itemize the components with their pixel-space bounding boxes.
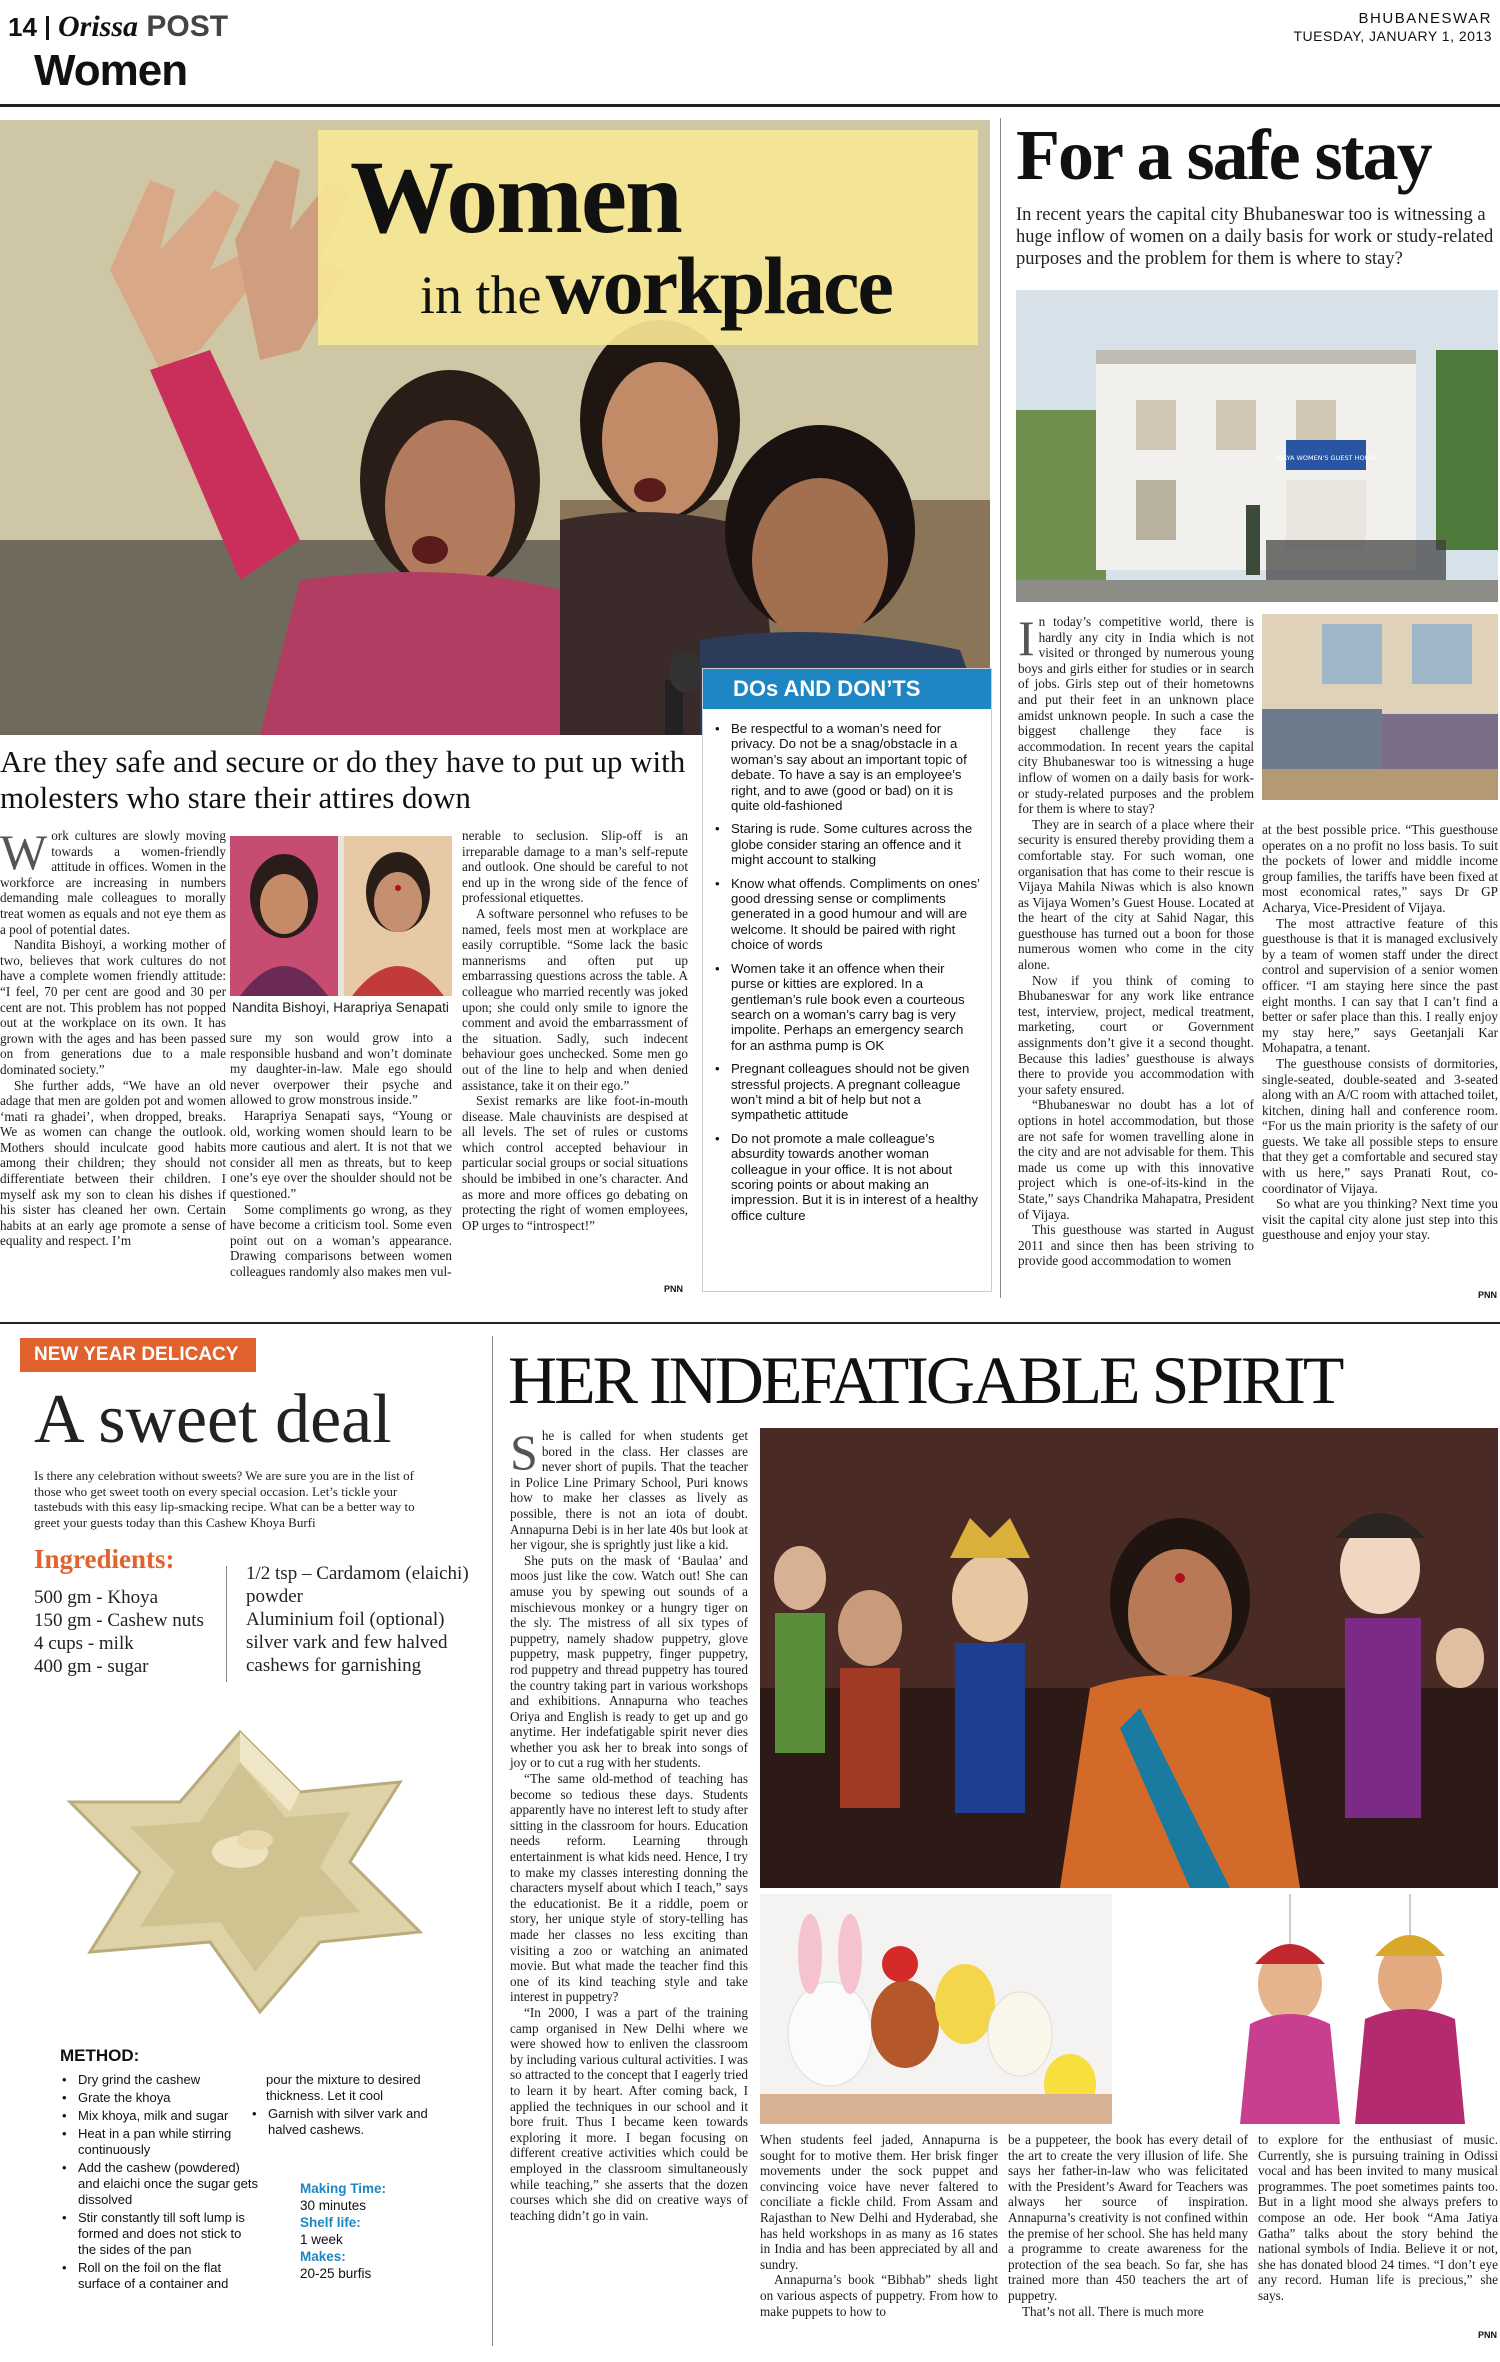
paragraph: They are in search of a place where their security is ensured thereby providing them a comfortable stay. For such woman, one organisation that has come to their rescue is Vijaya Mahila Niwas which is also known as Vijaya Women’s Guest House. Located at the heart of the city at Sahid Nagar, this guesthouse has turned out a boon for those numerous women who come in the city alone. xyxy=(1018,816,1254,973)
method-step: • Roll on the foil on the flat surface of a container and xyxy=(60,2260,260,2292)
paragraph: sure my son would grow into a responsible husband and won’t dominate my daughter-in-law. Male ego should never overpower their psyche and allowed to grow monstrous inside.” xyxy=(230,1030,452,1108)
paragraph: to explore for the enthusiast of music. Currently, she is pursuing training in Odissi vocal and has been invited to many musical programmes. The poet sometimes paints too. But in a light mood she always prefers to compose an ode. Her book “Ama Jatiya Gatha” talks about the story behind the national symbols of India. Believe it or not, she has donated blood 24 times. “I don’t eye any record. Human life is precious,” she says. xyxy=(1258,2132,1498,2303)
city: BHUBANESWAR xyxy=(1358,10,1492,27)
puppets-illustration xyxy=(760,1428,1498,1888)
bottom-section-rule xyxy=(0,1322,1500,1324)
paragraph: “Bhubaneswar no doubt has a lot of options in hotel accommodation, but those are not safe for women travelling alone in the city and are not advisable for them. This made us come up with this innovative project which is one-of-its-kind in the State,” says Chandrika Mahapatra, President of Vijaya. xyxy=(1018,1097,1254,1222)
guesthouse-sign-text: VIJAYA WOMEN'S GUEST HOUSE xyxy=(1274,454,1378,462)
spirit-col2 xyxy=(760,2132,998,2319)
sweet-kicker: NEW YEAR DELICACY xyxy=(20,1338,256,1372)
makes-value: 20-25 burfis xyxy=(300,2266,372,2281)
ingredients-left xyxy=(34,1586,234,1678)
making-time-label: Making Time: xyxy=(300,2181,387,2196)
burfi-illustration xyxy=(30,1722,450,2020)
column-rule xyxy=(1000,118,1001,1298)
safe-credit: PNN xyxy=(1478,1290,1498,1300)
paragraph: Work cultures are slowly moving towards a women-friendly attitude in offices. Women in the workforce are increasing in numbers demanding male colleagues to morally treat women as equals and not eye them as a pool of potential dates. xyxy=(0,824,226,937)
guesthouse-photo xyxy=(1016,290,1498,602)
lead-col2 xyxy=(230,1030,452,1280)
ingredient: Aluminium foil (optional) silver vark and few halved cashews for garnishing xyxy=(246,1609,448,1676)
lead-credit: PNN xyxy=(664,1284,684,1294)
dos-box xyxy=(702,668,992,1292)
dos-item: • Be respectful to a woman’s need for privacy. Do not be a snag/obstacle in a woman’s say about an important topic of debate. To have a say is an employee’s right, and to awe (good or bad) on it is quite old-fashioned xyxy=(711,721,981,813)
recipe-facts xyxy=(300,2180,386,2282)
lead-col1 xyxy=(0,824,226,1249)
ingredient: 400 gm - sugar xyxy=(34,1656,149,1677)
lead-headline-line2 xyxy=(330,240,980,349)
making-time-value: 30 minutes xyxy=(300,2198,367,2213)
method-left xyxy=(60,2072,260,2294)
lead-headline-line1: Women xyxy=(350,140,681,255)
portraits-caption: Nandita Bishoyi, Harapriya Senapati xyxy=(232,1000,449,1015)
paragraph: She puts on the mask of ‘Baulaa’ and moos just like the cow. Watch out! She can amuse you by spewing out sounds of a mischievous monkey or a hungry tiger on the sly. The mistress of all six types of puppetry, namely shadow puppetry, glove puppetry, mask puppetry, finger puppetry, rod puppetry and thread puppetry has toured the country taking part in various workshops and exhibitions. Annapurna who teaches Oriya and English is ready to get up and go anytime. Her indefatigable spirit never dies whether you ask her to break into songs of joy or to cut a rug with her students. xyxy=(510,1552,748,1771)
finger-puppets-photo xyxy=(760,1894,1112,2124)
brand-italic: Orissa xyxy=(58,10,139,43)
spirit-col4 xyxy=(1258,2132,1498,2304)
method-step: • Stir constantly till soft lump is formed and does not stick to the sides of the pan xyxy=(60,2210,260,2258)
dos-item: • Know what offends. Compliments on ones’ good dressing sense or compliments generated in a good humour and will are welcome. It should be paired with right choice of words xyxy=(711,876,981,953)
lead-headline-small: in the xyxy=(420,265,542,325)
paragraph: She further adds, “We have an old adage that men are golden pot and women ‘mati ra ghadei’, when dropped, breaks. We as women can change the outlook. Mothers should inculcate good habits among their children; they should not differentiate between their children. I myself ask my son to clean his dishes if his sister has cleaned her own. Certain habits at an early age promote a sense of equality and respect. I’m xyxy=(0,1077,226,1249)
safe-col1 xyxy=(1018,610,1254,1269)
spirit-col1 xyxy=(510,1424,748,2223)
paragraph: In today’s competitive world, there is hardly any city in India which is not visited or thronged by numerous young boys and girls either for studies or in search of jobs. Girls step out of their hometowns and put their feet in an unknown place amidst unknown people. In such a case the biggest challenge they face is accommodation. In recent years the capital city Bhubaneswar too is witnessing a huge inflow of women on a daily basis for work- or study-related purposes and the problem for them is where to stay? xyxy=(1018,610,1254,817)
paragraph: A software personnel who refuses to be named, feels most men at workplace are easily corruptible. “Some lack the basic mannerisms and often put up embarrassing questions across the table. A colleague who married recently was joked upon; she could only smile to ignore the comment and avoid the embarrassment of the situation. Sadly, such indecent behaviour goes unchecked. Some men go out of the line to help and when denied assistance, take it on their ego.” xyxy=(462,905,688,1093)
page-number: 14 xyxy=(8,12,37,42)
method-step: • Add the cashew (powdered) and elaichi once the sugar gets dissolved xyxy=(60,2160,260,2208)
bottom-column-rule xyxy=(492,1336,493,2346)
spirit-col3 xyxy=(1008,2132,1248,2319)
method-right xyxy=(250,2106,460,2140)
shelf-life-value: 1 week xyxy=(300,2232,343,2247)
dos-item: • Pregnant colleagues should not be given stressful projects. A pregnant colleague won’t mind a bit of help but not a sympathetic attitude xyxy=(711,1061,981,1123)
paragraph: When students feel jaded, Annapurna is sought for to motive them. Her brisk finger movements under the sock puppet and convincing voice have never faltered to conciliate a fickle child. From Assam and Rajasthan to New Delhi and Hyderabad, she has held workshops in as many as 16 states in India and has been appreciated by all and sundry. xyxy=(760,2132,998,2272)
paragraph: Sexist remarks are like foot-in-mouth disease. Male chauvinists are despised at all levels. The set of rules or customs which control accepted behaviour in particular social groups or social situations should be imbibed in one’s character. And as more and more offices go debating on protecting the right of women employees, OP urges to “introspect!” xyxy=(462,1093,688,1233)
paragraph: So what are you thinking? Next time you visit the capital city alone just step into this guesthouse and enjoy your stay. xyxy=(1262,1196,1498,1243)
method-step: • Heat in a pan while stirring continuously xyxy=(60,2126,260,2158)
paragraph: That’s not all. There is much more xyxy=(1022,2303,1204,2319)
masthead-divider xyxy=(46,16,49,40)
paragraph: Some compliments go wrong, as they have become a criticism tool. Some even point out on a woman’s appearance. Drawing comparisons between women colleagues randomly also makes men vul- xyxy=(230,1201,452,1279)
spirit-credit: PNN xyxy=(1478,2330,1498,2340)
dos-title: DOs AND DON’TS xyxy=(703,669,991,709)
dos-list xyxy=(703,709,991,1223)
safe-col2 xyxy=(1262,822,1498,1243)
spirit-headline: HER INDEFATIGABLE SPIRIT xyxy=(508,1342,1342,1418)
method-step: • Dry grind the cashew xyxy=(60,2072,260,2088)
section-name: Women xyxy=(34,46,188,95)
paragraph: Annapurna’s book “Bibhab” sheds light on various aspects of puppetry. From how to make puppets to how to xyxy=(760,2272,998,2319)
paragraph: She is called for when students get bored in the class. Her classes are never short of pupils. That the teacher in Police Line Primary School, Puri knows how to make her classes as lively as possible, there is not an iota of doubt. Annapurna Debi is in her late 40s but look at her vigour, she is sprightly just like a kid. xyxy=(510,1424,748,1553)
ingredients-right xyxy=(246,1562,478,1677)
masthead xyxy=(0,0,1500,100)
dos-item: • Women take it an offence when their purse or kitties are explored. In a gentleman’s rule book even a courteous search on a woman’s carry bag is very impolite. Perhaps an emergency search for an asthma pump is OK xyxy=(711,961,981,1053)
burfi-photo xyxy=(30,1722,450,2020)
safe-deck: In recent years the capital city Bhubaneswar too is witnessing a huge inflow of women on a daily basis for work or study-related purposes and the problem for them is where to stay? xyxy=(1016,205,1494,269)
paragraph: The guesthouse consists of dormitories, single-seated, double-seated and 3-seated along with an A/C room with attached toilet, kitchen, dining hall and conference room. “For us the main priority is the safety of our guests. We take all possible steps to ensure that they get a comfortable and secured stay with us here,” says Pranati Rout, co-coordinator of Vijaya. xyxy=(1262,1055,1498,1196)
dormitory-photo xyxy=(1262,614,1498,800)
dormitory-illustration xyxy=(1262,614,1498,800)
portraits-illustration xyxy=(230,836,452,996)
brand-bold: POST xyxy=(146,10,229,43)
method-title: METHOD: xyxy=(60,2046,140,2065)
paragraph: Nandita Bishoyi, a working mother of two, believes that work cultures do not have a complete women friendly attitude: “I feel, 70 per cent are good and 30 per cent are not. This problem has not popped out at the workplace on its own. It has grown with the ages and has been passed on from generations due to a male dominated society.” xyxy=(0,937,226,1077)
paragraph: Now if you think of coming to Bhubaneswar for any work like entrance test, interview, project, medical treatment, marketing, court or Government assignments don’t give it a second thought. Because this ladies’ guesthouse is always there to provide you accommodation with your safety ensured. xyxy=(1018,972,1254,1097)
method-step: • Mix khoya, milk and sugar xyxy=(60,2108,260,2124)
rajasthani-puppets-illustration xyxy=(1200,1894,1498,2124)
paragraph: This guesthouse was started in August 2011 and since then has been striving to provide good accommodation to women xyxy=(1018,1222,1254,1269)
ingredient: 500 gm - Khoya xyxy=(34,1587,159,1608)
ingredient: 1/2 tsp – Cardamom (elaichi) powder xyxy=(246,1563,469,1607)
dos-item: • Do not promote a male colleague’s absurdity towards another woman colleague in your office. It is not about scoring points or about making an impression. But it is in interest of a healthy office culture xyxy=(711,1131,981,1223)
puppets-photo xyxy=(760,1428,1498,1888)
method-continuation: pour the mixture to desired thickness. Let it cool xyxy=(266,2072,421,2103)
lead-headline xyxy=(330,140,980,349)
lead-deck: Are they safe and secure or do they have to put up with molesters who stare their attires down xyxy=(0,744,686,815)
portraits-photo xyxy=(230,836,452,996)
method-step: • Garnish with silver vark and halved cashews. xyxy=(250,2106,460,2138)
paragraph: “The same old-method of teaching has become so tedious these days. Students apparently have no interest left to study after sitting in the classroom for hours. Education needs reform. Learning through entertainment is what kids need. Hence, I try to make my classes interesting donning the characters myself about which I teach,” says the educationist. Be it a riddle, poem or story, her unique style of story-telling has made her classes no less exciting than visiting a zoo or watching an animated movie. But what made the teacher find this one of its kind teaching style and take interest in puppetry? xyxy=(510,1771,748,2005)
rajasthani-puppets-photo xyxy=(1200,1894,1498,2124)
ingredients-title: Ingredients: xyxy=(34,1544,175,1574)
dos-item: • Staring is rude. Some cultures across the globe consider staring an offence and it might account to stalking xyxy=(711,821,981,867)
paragraph: The most attractive feature of this guesthouse is that it is managed exclusively by a team of women staff under the direct control and supervision of a senior women officer. “I am staying here since the past eight months. I can say that I can’t find a better or safer place than this. I really enjoy my stay here,” says Geetanjali Kar Mohapatra, a tenant. xyxy=(1262,915,1498,1056)
paragraph: be a puppeteer, the book has every detail of the art to create the very illusion of life. She says her father-in-law who was felicitated with the President’s Award for Teachers was always her source of inspiration. Annapurna’s creativity is not confined within the premise of her school. She has held many a programme to create awareness for the protection of the sea beach. So far, she has trained more than 450 teachers the art of puppetry. xyxy=(1008,2132,1248,2303)
lead-headline-big: workplace xyxy=(545,240,892,331)
makes-label: Makes: xyxy=(300,2249,346,2264)
safe-headline: For a safe stay xyxy=(1016,115,1431,195)
sweet-intro: Is there any celebration without sweets? We are sure you are in the list of those who get sweet tooth on every special occasion. Let’s tickle your tastebuds with this easy lip-smacking recipe. What can be a better way to greet your guests today than this Cashew Khoya Burfi xyxy=(34,1468,415,1530)
brand-logo xyxy=(58,10,228,44)
paragraph: at the best possible price. “This guesthouse operates on a no profit no loss basis. To suit the pockets of lower and middle income group families, the tariffs have been fixed at most economical rates,” says Dr GP Acharya, Vice-President of Vijaya. xyxy=(1262,822,1498,915)
finger-puppets-illustration xyxy=(760,1894,1112,2124)
guesthouse-illustration xyxy=(1016,290,1498,602)
shelf-life-label: Shelf life: xyxy=(300,2215,361,2230)
ingredients-divider xyxy=(226,1566,227,1682)
lead-col3 xyxy=(462,828,688,1233)
sweet-headline: A sweet deal xyxy=(34,1381,392,1458)
ingredient: 150 gm - Cashew nuts xyxy=(34,1610,204,1631)
date: TUESDAY, JANUARY 1, 2013 xyxy=(1293,28,1492,44)
paragraph: nerable to seclusion. Slip-off is an irreparable damage to a man’s self-repute and outlook. One should be careful to not end up in the wrong side of the fence of professional etiquettes. xyxy=(462,828,688,906)
paragraph: Harapriya Senapati says, “Young or old, working women should learn to be more cautious and alert. It is not that we consider all men as threats, but to keep one’s eye over the shoulder should not be questioned.” xyxy=(230,1107,452,1201)
paragraph: “In 2000, I was a part of the training camp organised in New Delhi where we were showed how to enliven the classroom by including various cultural activities. I was so attracted to the concept that I eagerly tried to learn it by heart. After coming back, I applied the techniques in our school and it bore fruit. Thus I became keen towards exploring it more. I began focusing on different creative activities which could be employed in the classroom simultaneously while teaching,” she asserts that the dozen courses which she did on creative ways of teaching didn’t go in vain. xyxy=(510,2004,748,2223)
masthead-rule xyxy=(0,104,1500,107)
ingredient: 4 cups - milk xyxy=(34,1633,134,1654)
method-step: • Grate the khoya xyxy=(60,2090,260,2106)
